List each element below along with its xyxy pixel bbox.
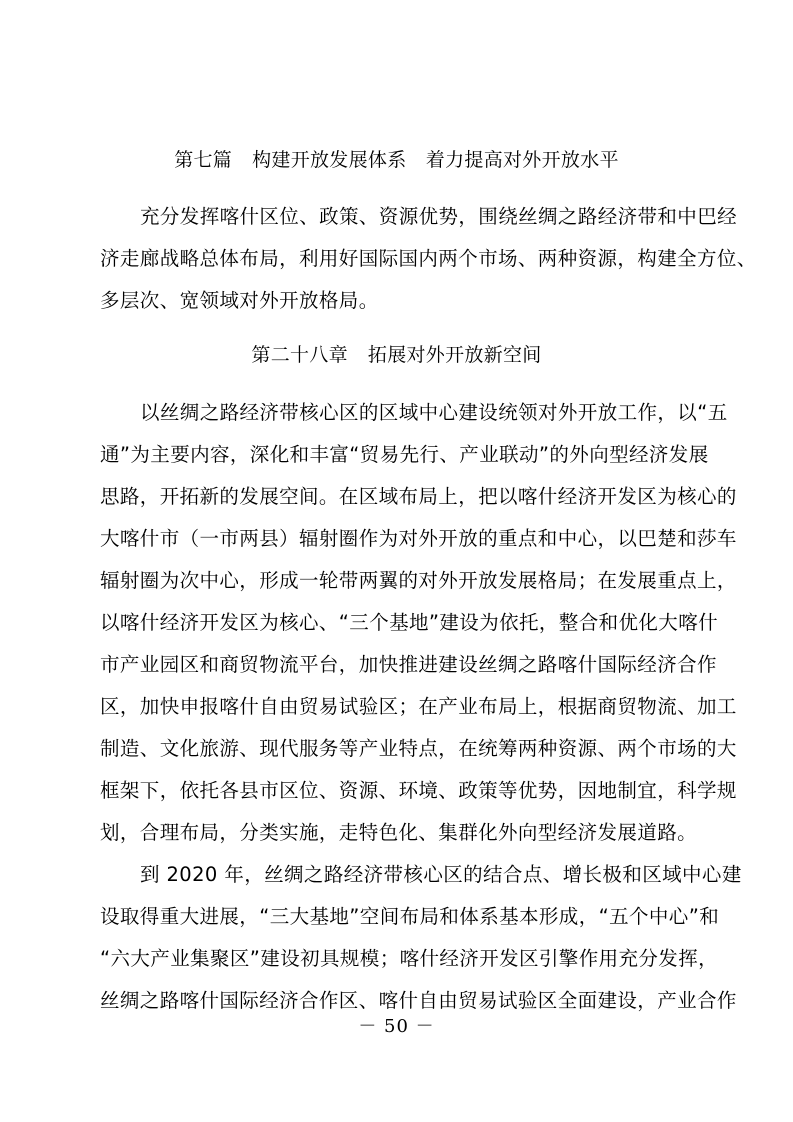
text-line: 丝绸之路喀什国际经济合作区、喀什自由贸易试验区全面建设，产业合作 [100,989,737,1012]
text-line: 制造、文化旅游、现代服务等产业特点，在统筹两种资源、两个市场的大 [100,737,737,760]
text-line: 思路，开拓新的发展空间。在区域布局上，把以喀什经济开发区为核心的 [100,485,737,508]
text-line: 市产业园区和商贸物流平台，加快推进建设丝绸之路喀什国际经济合作 [100,653,717,676]
part-heading [100,148,693,172]
text-line: 划，合理布局，分类实施，走特色化、集群化外向型经济发展道路。 [100,821,698,844]
part-heading-label: 第七篇 [174,149,233,171]
chapter-heading-label: 第二十八章 [251,344,348,366]
text-line: 区，加快申报喀什自由贸易试验区；在产业布局上，根据商贸物流、加工 [100,695,737,718]
text-line: 设取得重大进展，“三大基地”空间布局和体系基本形成，“五个中心”和 [100,905,720,928]
part-heading-title: 构建开放发展体系 着力提高对外开放水平 [252,149,619,171]
text-line: 大喀什市（一市两县）辐射圈作为对外开放的重点和中心，以巴楚和莎车 [100,527,737,550]
text-line: 到 2020 年，丝绸之路经济带核心区的结合点、增长极和区域中心建 [140,863,742,886]
text-line: 框架下，依托各县市区位、资源、环境、政策等优势，因地制宜，科学规 [100,779,737,802]
text-line: 以丝绸之路经济带核心区的区域中心建设统领对外开放工作，以“五 [140,401,728,424]
text-line: 济走廊战略总体布局，利用好国际国内两个市场、两种资源，构建全方位、 [100,247,757,270]
text-line: “六大产业集聚区”建设初具规模；喀什经济开发区引擎作用充分发挥， [100,947,719,970]
text-line: 多层次、宽领域对外开放格局。 [100,289,379,312]
chapter-heading-title: 拓展对外开放新空间 [367,344,542,366]
text-line: 充分发挥喀什区位、政策、资源优势，围绕丝绸之路经济带和中巴经 [140,205,738,228]
page-number: － 50 － [358,1016,435,1037]
text-line: 辐射圈为次中心，形成一轮带两翼的对外开放发展格局；在发展重点上， [100,569,737,592]
chapter-heading [100,343,693,367]
text-line: 以喀什经济开发区为核心、“三个基地”建设为依托，整合和优化大喀什 [100,611,719,634]
text-line: 通”为主要内容，深化和丰富“贸易先行、产业联动”的外向型经济发展 [100,443,709,466]
